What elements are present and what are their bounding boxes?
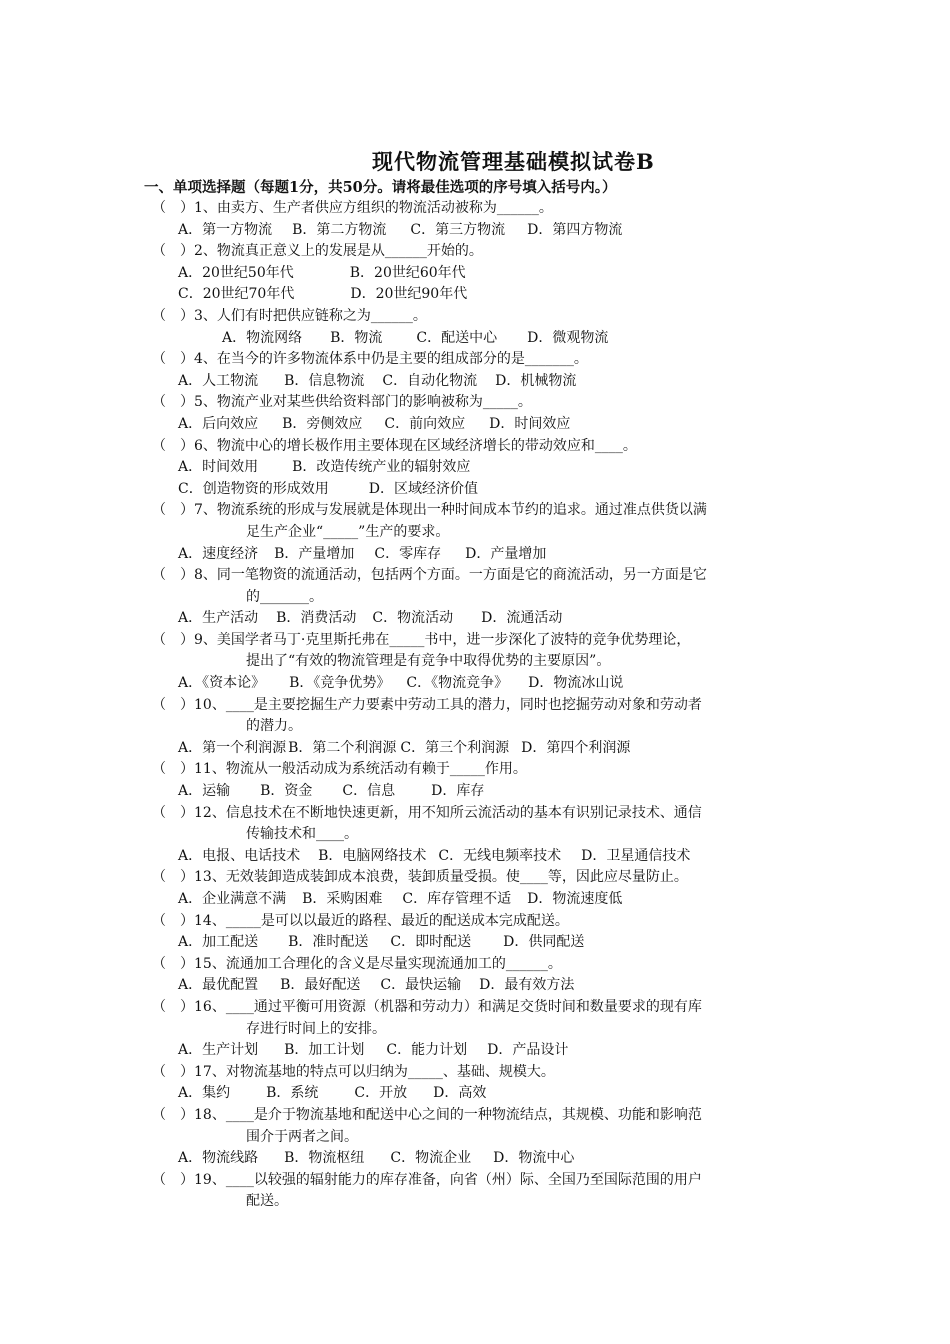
option-a: A．生产活动 — [178, 610, 259, 627]
option-c: C．自动化物流 — [382, 372, 478, 389]
answer-bracket: （ ） — [152, 243, 194, 260]
option-c: C．无线电频率技术 — [438, 847, 562, 864]
option-row — [152, 889, 812, 911]
option-b: B．20世纪60年代 — [349, 264, 466, 281]
question-text-continued: 足生产企业“_____”生产的要求。 — [246, 523, 450, 540]
option-row — [152, 263, 812, 285]
option-a: A．第一方物流 — [178, 221, 273, 238]
option-row — [152, 1148, 812, 1170]
option-row — [152, 1040, 812, 1062]
question-text: 6、物流中心的增长极作用主要体现在区域经济增长的带动效应和____。 — [194, 437, 637, 454]
option-row — [152, 457, 812, 479]
option-b: B．产量增加 — [274, 545, 355, 562]
option-c: C．第三方物流 — [410, 221, 506, 238]
option-d: D．微观物流 — [527, 329, 609, 346]
answer-bracket: （ ） — [152, 955, 194, 972]
option-a: A．物流线路 — [178, 1150, 259, 1167]
question-text-continued: 存进行时间上的安排。 — [246, 1020, 386, 1037]
option-row — [152, 932, 812, 954]
option-c: C．库存管理不适 — [402, 891, 512, 907]
option-a: A．后向效应 — [178, 415, 259, 432]
question-text: 15、流通加工合理化的含义是尽量实现流通加工的______。 — [194, 955, 562, 972]
option-row — [152, 975, 812, 997]
question-list — [152, 198, 812, 1213]
option-b: B．资金 — [260, 783, 313, 800]
option-a: A．电报、电话技术 — [178, 847, 301, 864]
answer-bracket: （ ） — [152, 998, 194, 1015]
option-c: C．第三个利润源 — [400, 739, 510, 756]
option-b: B．旁侧效应 — [282, 415, 363, 432]
question-text: 12、信息技术在不断地快速更新，用不知所云流活动的基本有识别记录技术、通信 — [194, 804, 702, 821]
question-item — [152, 954, 812, 997]
question-item — [152, 867, 812, 910]
question-item — [152, 349, 812, 392]
question-item — [152, 1105, 812, 1170]
question-text: 8、同一笔物资的流通活动，包括两个方面。一方面是它的商流活动，另一方面是它 — [194, 567, 707, 584]
option-a: A．《资本论》 — [178, 675, 266, 692]
option-c: C．创造物资的形成效用 — [178, 480, 329, 497]
question-text: 11、物流从一般活动成为系统活动有赖于_____作用。 — [194, 761, 527, 778]
option-d: D．物流速度低 — [527, 891, 623, 907]
option-row — [152, 284, 812, 306]
option-b: B．消费活动 — [276, 610, 357, 627]
question-item — [152, 392, 812, 435]
option-a: A．第一个利润源 — [178, 739, 287, 756]
question-text: 1、由卖方、生产者供应方组织的物流活动被称为______。 — [194, 200, 553, 216]
option-d: D．第四方物流 — [527, 221, 623, 238]
option-d: D．机械物流 — [495, 372, 577, 389]
question-item — [152, 306, 812, 349]
question-text: 5、物流产业对某些供给资料部门的影响被称为_____。 — [194, 394, 532, 411]
answer-bracket: （ ） — [152, 307, 194, 324]
option-d: D．产品设计 — [487, 1042, 569, 1059]
option-row — [152, 673, 812, 695]
option-a: A．20世纪50年代 — [178, 264, 294, 281]
option-row — [152, 414, 812, 436]
option-c: C．前向效应 — [384, 415, 466, 432]
question-item — [152, 436, 812, 501]
option-d: D．20世纪90年代 — [350, 286, 468, 303]
option-d: D．最有效方法 — [479, 977, 575, 994]
answer-bracket: （ ） — [152, 1106, 194, 1123]
answer-bracket: （ ） — [152, 761, 194, 778]
option-row — [152, 608, 812, 630]
option-b: B．系统 — [266, 1085, 319, 1102]
option-d: D．区域经济价值 — [368, 480, 478, 497]
answer-bracket: （ ） — [152, 351, 194, 368]
question-text: 3、人们有时把供应链称之为______。 — [194, 307, 427, 324]
option-d: D．产量增加 — [465, 545, 547, 562]
option-a: A．企业满意不满 — [178, 891, 287, 907]
question-text: 16、____通过平衡可用资源（机器和劳动力）和满足交货时间和数量要求的现有库 — [194, 998, 702, 1015]
option-d: D．供同配送 — [503, 934, 585, 951]
option-a: A．时间效用 — [178, 459, 259, 476]
question-text-continued: 的潜力。 — [246, 718, 302, 735]
option-b: B．准时配送 — [288, 934, 369, 951]
answer-bracket: （ ） — [152, 1063, 194, 1080]
option-c: C．信息 — [342, 783, 396, 800]
option-a: A．速度经济 — [178, 545, 259, 562]
option-row — [152, 1083, 812, 1105]
question-text-continued: 围介于两者之间。 — [246, 1128, 358, 1145]
option-b: B．第二个利润源 — [288, 739, 397, 756]
option-b: B．物流 — [330, 329, 383, 346]
option-c: C．物流活动 — [372, 610, 454, 627]
option-a: A．最优配置 — [178, 977, 259, 994]
option-row — [152, 328, 812, 350]
question-item — [152, 911, 812, 954]
option-a: A．人工物流 — [178, 372, 259, 389]
question-text: 10、____是主要挖掘生产力要素中劳动工具的潜力，同时也挖掘劳动对象和劳动者 — [194, 696, 702, 713]
question-item — [152, 241, 812, 306]
answer-bracket: （ ） — [152, 696, 194, 713]
option-a: A．集约 — [178, 1085, 231, 1102]
question-item — [152, 1062, 812, 1105]
option-c: C．能力计划 — [386, 1042, 468, 1059]
option-c: C．零库存 — [374, 545, 442, 562]
answer-bracket: （ ） — [152, 912, 194, 929]
question-text-continued: 传输技术和____。 — [246, 826, 358, 843]
option-d: D．卫星通信技术 — [581, 847, 691, 864]
question-text-continued: 提出了“有效的物流管理是有竞争中取得优势的主要原因”。 — [246, 653, 611, 670]
question-item — [152, 565, 812, 630]
option-d: D．物流中心 — [493, 1150, 575, 1167]
option-b: B．《竞争优势》 — [289, 675, 391, 692]
option-b: B．加工计划 — [284, 1042, 365, 1059]
answer-bracket: （ ） — [152, 631, 194, 648]
question-item — [152, 198, 812, 241]
option-a: A．生产计划 — [178, 1042, 259, 1059]
question-text: 9、美国学者马丁·克里斯托弗在_____书中，进一步深化了波特的竞争优势理论， — [194, 631, 691, 648]
page-title: 现代物流管理基础模拟试卷B — [372, 149, 655, 174]
option-c: C．《物流竞争》 — [406, 675, 509, 692]
section-heading: 一、单项选择题（每题1分，共50分。请将最佳选项的序号填入括号内。） — [144, 179, 617, 196]
option-b: B．采购困难 — [302, 891, 383, 907]
answer-bracket: （ ） — [152, 869, 194, 886]
option-row — [152, 544, 812, 566]
option-b: B．电脑网络技术 — [318, 847, 427, 864]
question-text: 17、对物流基地的特点可以归纳为_____、基础、规模大。 — [194, 1063, 555, 1080]
question-text: 7、物流系统的形成与发展就是体现出一种时间成本节约的追求。通过准点供货以满 — [194, 502, 707, 519]
option-d: D．时间效应 — [489, 415, 571, 432]
answer-bracket: （ ） — [152, 804, 194, 821]
question-item — [152, 1170, 812, 1213]
question-text: 2、物流真正意义上的发展是从______开始的。 — [194, 243, 483, 260]
option-b: B．信息物流 — [284, 372, 365, 389]
option-d: D．流通活动 — [481, 610, 563, 627]
option-d: D．物流冰山说 — [528, 675, 624, 692]
option-b: B．最好配送 — [280, 977, 361, 994]
option-d: D．高效 — [433, 1085, 487, 1102]
option-a: A．物流网络 — [222, 329, 303, 346]
option-row — [152, 738, 812, 760]
option-c: C．最快运输 — [380, 977, 462, 994]
option-row — [152, 781, 812, 803]
option-d: D．库存 — [431, 783, 485, 800]
question-text: 13、无效装卸造成装卸成本浪费，装卸质量受损。使____等，因此应尽量防止。 — [194, 869, 688, 886]
question-item — [152, 759, 812, 802]
question-item — [152, 630, 812, 695]
option-b: B．第二方物流 — [292, 221, 387, 238]
question-item — [152, 695, 812, 760]
option-row — [152, 846, 812, 868]
answer-bracket: （ ） — [152, 502, 194, 519]
option-row — [152, 220, 812, 242]
question-text-continued: 配送。 — [246, 1193, 288, 1210]
option-c: C．物流企业 — [390, 1150, 472, 1167]
option-c: C．即时配送 — [390, 934, 472, 951]
question-text: 19、____以较强的辐射能力的库存准备，向省（州）际、全国乃至国际范围的用户 — [194, 1171, 702, 1188]
question-item — [152, 500, 812, 565]
question-item — [152, 803, 812, 868]
option-a: A．加工配送 — [178, 934, 259, 951]
answer-bracket: （ ） — [152, 1171, 194, 1188]
option-a: A．运输 — [178, 783, 231, 800]
question-text: 14、_____是可以以最近的路程、最近的配送成本完成配送。 — [194, 912, 569, 929]
option-c: C．配送中心 — [416, 329, 498, 346]
option-b: B．改造传统产业的辐射效应 — [292, 459, 471, 476]
option-row — [152, 479, 812, 501]
option-c: C．开放 — [354, 1085, 408, 1102]
option-d: D．第四个利润源 — [521, 739, 631, 756]
answer-bracket: （ ） — [152, 200, 194, 216]
option-c: C．20世纪70年代 — [178, 286, 295, 303]
question-text-continued: 的_______。 — [246, 588, 323, 605]
option-row — [152, 371, 812, 393]
answer-bracket: （ ） — [152, 437, 194, 454]
question-item — [152, 997, 812, 1062]
answer-bracket: （ ） — [152, 394, 194, 411]
answer-bracket: （ ） — [152, 567, 194, 584]
question-text: 4、在当今的许多物流体系中仍是主要的组成部分的是_______。 — [194, 351, 588, 368]
question-text: 18、____是介于物流基地和配送中心之间的一种物流结点，其规模、功能和影响范 — [194, 1106, 702, 1123]
option-b: B．物流枢纽 — [284, 1150, 365, 1167]
